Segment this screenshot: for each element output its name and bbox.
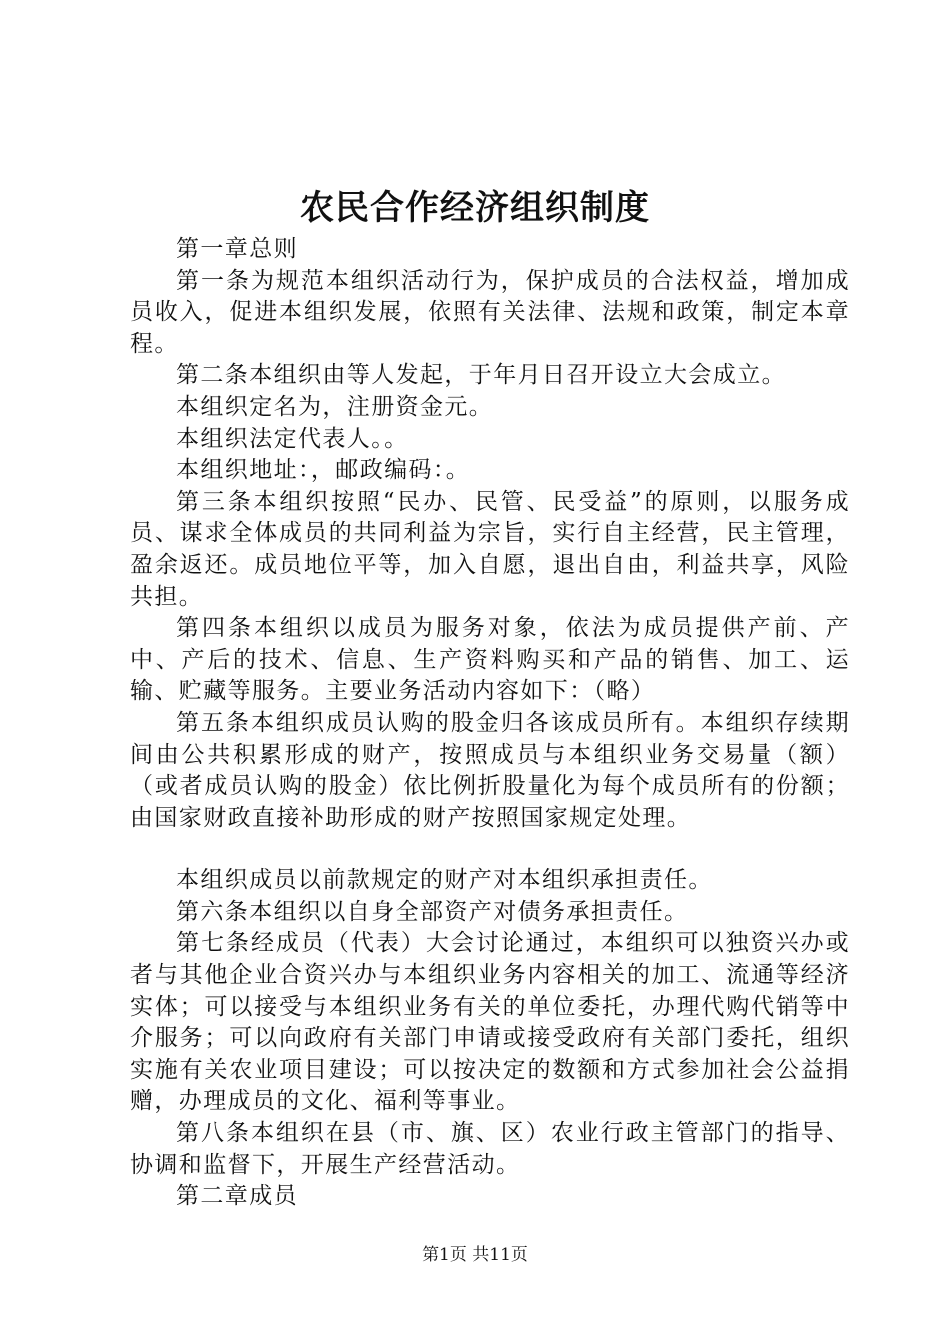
article-paragraph: 本组织定名为，注册资金元。	[176, 393, 494, 420]
article-paragraph: 第三条本组织按照“民办、民管、民受益”的原则，以服务成员、谋求全体成员的共同利益为宗旨，实行自主经营，民主管理，盈余返还。成员地位平等，加入自愿，退出自由，利益共享，风险共担。	[130, 488, 850, 610]
article-paragraph: 第二条本组织由等人发起，于年月日召开设立大会成立。	[176, 362, 786, 389]
article-paragraph: 本组织法定代表人。。	[176, 425, 409, 452]
article-paragraph: 本组织成员以前款规定的财产对本组织承担责任。	[176, 867, 713, 894]
document-title: 农民合作经济组织制度	[300, 188, 650, 228]
chapter-heading: 第一章总则	[176, 236, 298, 262]
article-paragraph: 第七条经成员（代表）大会讨论通过，本组织可以独资兴办或者与其他企业合资兴办与本组织业务内容相关的加工、流通等经济实体；可以接受与本组织业务有关的单位委托，办理代购代销等中介服务；可以向政府有关部门申请或接受政府有关部门委托，组织实施有关农业项目建设；可以按决定的数额和方式参加社会公益捐赠，办理成员的文化、福利等事业。	[130, 930, 850, 1115]
document-body	[130, 234, 850, 1213]
article-paragraph: 本组织地址：，邮政编码：。	[176, 457, 471, 484]
article-paragraph: 第五条本组织成员认购的股金归各该成员所有。本组织存续期间由公共积累形成的财产，按照成员与本组织业务交易量（额）（或者成员认购的股金）依比例折股量化为每个成员所有的份额；由国家财政直接补助形成的财产按照国家规定处理。	[130, 709, 850, 831]
page-footer: 第1页 共11页	[422, 1245, 528, 1265]
article-paragraph: 第八条本组织在县（市、旗、区）农业行政主管部门的指导、协调和监督下，开展生产经营活动。	[130, 1120, 850, 1178]
article-paragraph: 第一条为规范本组织活动行为，保护成员的合法权益，增加成员收入，促进本组织发展，依照有关法律、法规和政策，制定本章程。	[130, 267, 850, 357]
chapter-heading: 第二章成员	[176, 1183, 298, 1210]
article-paragraph: 第四条本组织以成员为服务对象，依法为成员提供产前、产中、产后的技术、信息、生产资料购买和产品的销售、加工、运输、贮藏等服务。主要业务活动内容如下：（略）	[130, 615, 850, 705]
article-paragraph: 第六条本组织以自身全部资产对债务承担责任。	[176, 898, 689, 925]
